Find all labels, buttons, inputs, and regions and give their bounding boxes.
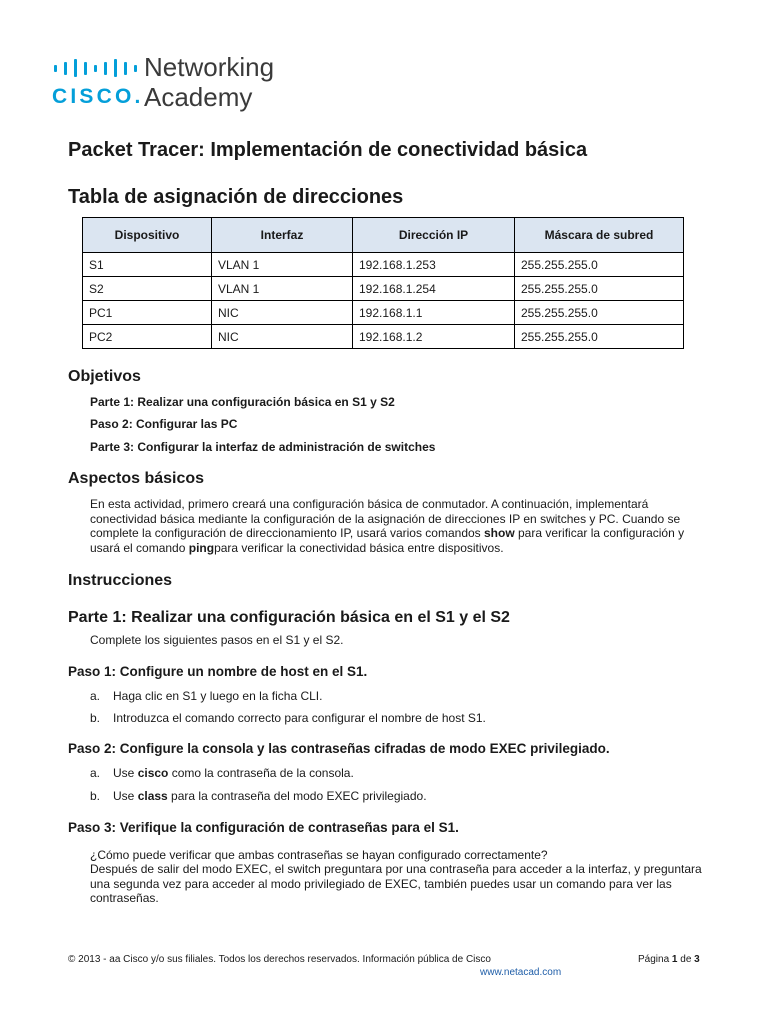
table-cell: 192.168.1.2 xyxy=(353,325,515,349)
netacad-link[interactable]: www.netacad.com xyxy=(480,967,562,978)
console-password: cisco xyxy=(137,766,169,780)
objetivo-item: Parte 3: Configurar la interfaz de administración de switches xyxy=(90,440,436,454)
cisco-bars-icon xyxy=(54,58,137,78)
column-header: Máscara de subred xyxy=(515,218,684,253)
table-row xyxy=(83,301,684,325)
parte1-intro: Complete los siguientes pasos en el S1 y el S2. xyxy=(90,633,344,647)
table-cell: VLAN 1 xyxy=(212,277,353,301)
column-header: Dirección IP xyxy=(353,218,515,253)
list-marker: a. xyxy=(90,689,101,703)
list-marker: b. xyxy=(90,789,101,803)
step-text: como la contraseña de la consola. xyxy=(168,766,354,780)
parte1-heading: Parte 1: Realizar una configuración básica en el S1 y el S2 xyxy=(68,609,510,626)
aspectos-paragraph xyxy=(90,497,710,555)
page-label: Página xyxy=(638,954,672,965)
table-cell: 255.255.255.0 xyxy=(515,253,684,277)
objetivo-item: Parte 1: Realizar una configuración básica en S1 y S2 xyxy=(90,395,395,409)
objetivo-item: Paso 2: Configurar las PC xyxy=(90,417,238,431)
paso3-answer: Después de salir del modo EXEC, el switch preguntara por una contraseña para acceder a la interfaz, y preguntara una segunda vez para acceder al modo privilegiado de EXEC, también puedes usar un comando para ver las contraseñas. xyxy=(90,862,702,905)
aspectos-text: para verificar la conectividad básica entre dispositivos. xyxy=(214,540,504,555)
table-cell: PC1 xyxy=(83,301,212,325)
page-of: de xyxy=(677,954,695,965)
table-cell: S2 xyxy=(83,277,212,301)
table-row xyxy=(83,325,684,349)
step-text: para la contraseña del modo EXEC privilegiado. xyxy=(167,789,427,803)
footer-copyright: © 2013 - aa Cisco y/o sus filiales. Todos los derechos reservados. Información pública de Cisco xyxy=(68,954,491,965)
paso1-step-b: Introduzca el comando correcto para configurar el nombre de host S1. xyxy=(113,711,486,725)
logo-academy: Academy xyxy=(144,82,253,112)
table-cell: PC2 xyxy=(83,325,212,349)
cisco-wordmark: CISCO. xyxy=(52,85,144,108)
table-row xyxy=(83,253,684,277)
address-table xyxy=(82,217,684,349)
instrucciones-heading: Instrucciones xyxy=(68,572,173,589)
table-cell: NIC xyxy=(212,301,353,325)
paso2-step-b xyxy=(113,789,427,804)
exec-password: class xyxy=(137,789,168,803)
table-heading: Tabla de asignación de direcciones xyxy=(68,186,404,208)
show-command: show xyxy=(484,526,515,540)
page-current: 1 xyxy=(671,954,678,965)
paso3-heading: Paso 3: Verifique la configuración de contraseñas para el S1. xyxy=(68,820,459,835)
table-cell: 255.255.255.0 xyxy=(515,277,684,301)
table-cell: NIC xyxy=(212,325,353,349)
list-marker: b. xyxy=(90,711,101,725)
table-cell: 255.255.255.0 xyxy=(515,325,684,349)
footer-page-number xyxy=(638,954,700,965)
paso2-step-a xyxy=(113,766,354,781)
table-cell: S1 xyxy=(83,253,212,277)
table-row xyxy=(83,277,684,301)
table-cell: VLAN 1 xyxy=(212,253,353,277)
aspectos-heading: Aspectos básicos xyxy=(68,470,205,487)
objetivos-heading: Objetivos xyxy=(68,368,141,385)
column-header: Interfaz xyxy=(212,218,353,253)
table-header-row xyxy=(83,218,684,253)
ping-command: ping xyxy=(188,540,215,555)
column-header: Dispositivo xyxy=(83,218,212,253)
paso2-heading: Paso 2: Configure la consola y las contraseñas cifradas de modo EXEC privilegiado. xyxy=(68,741,610,756)
table-cell: 192.168.1.254 xyxy=(353,277,515,301)
cisco-networking-academy-logo xyxy=(52,52,275,112)
logo-networking: Networking xyxy=(144,52,275,82)
paso1-step-a: Haga clic en S1 y luego en la ficha CLI. xyxy=(113,689,323,703)
step-text: Use xyxy=(113,789,138,803)
step-text: Use xyxy=(113,766,138,780)
aspectos-text: para verificar la configuración y usará el comando xyxy=(90,526,685,555)
paso1-heading: Paso 1: Configure un nombre de host en el S1. xyxy=(68,664,368,679)
aspectos-text: En esta actividad, primero creará una configuración básica de conmutador. A continuación, implementará conectividad básica mediante la configuración de la asignación de direcciones IP en switches y PC. Cuando se complete la configuración de direccionamiento IP, usará varios comandos xyxy=(90,497,681,540)
document-title: Packet Tracer: Implementación de conectividad básica xyxy=(68,139,588,161)
table-cell: 192.168.1.253 xyxy=(353,253,515,277)
table-cell: 192.168.1.1 xyxy=(353,301,515,325)
table-cell: 255.255.255.0 xyxy=(515,301,684,325)
list-marker: a. xyxy=(90,766,101,780)
page-total: 3 xyxy=(694,954,700,965)
paso3-question: ¿Cómo puede verificar que ambas contraseñas se hayan configurado correctamente? xyxy=(90,848,548,862)
